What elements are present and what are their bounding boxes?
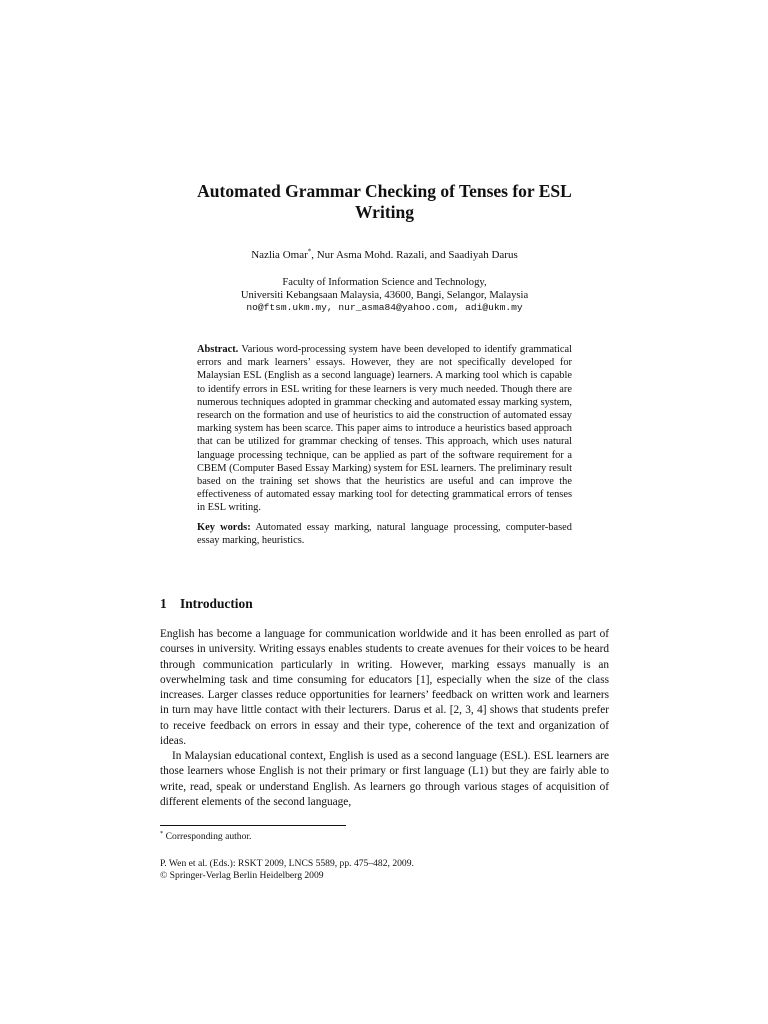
- abstract-paragraph: [197, 343, 572, 515]
- title-line-2: Writing: [355, 202, 414, 222]
- copyright-line: © Springer-Verlag Berlin Heidelberg 2009: [160, 869, 324, 881]
- section-heading: [160, 596, 609, 612]
- citation-line-1: P. Wen et al. (Eds.): RSKT 2009, LNCS 5589, pp. 475–482, 2009.: [160, 858, 414, 869]
- section-title: Introduction: [180, 596, 253, 611]
- author-list: [160, 249, 609, 262]
- title-line-1: Automated Grammar Checking of Tenses for ESL: [197, 181, 572, 201]
- body-text: [160, 627, 609, 810]
- author-name-1: Nazlia Omar: [251, 249, 308, 261]
- affiliation-block: [160, 277, 609, 315]
- publication-citation: [160, 858, 609, 881]
- abstract-text: Various word-processing system have been developed to identify grammatical errors and mark learners’ essays. However, they are not specifically developed for Malaysian ESL (English as a second language) learners. A marking tool which is capable to identify errors in ESL writing for these learners is very much needed. Though there are numerous techniques adopted in grammar checking and automated essay marking system, research on the formation and use of heuristics to aid the construction of automated essay marking system has been scarce. This paper aims to introduce a heuristics based approach that can be utilized for grammar checking of tenses. This approach, which uses natural language processing technique, can be applied as part of the software requirement for a CBEM (Computer Based Essay Marking) system for ESL learners. The preliminary result based on the training set shows that the heuristics are useful and can improve the effectiveness of automated essay marking tool for detecting grammatical errors of tenses in ESL writing.: [197, 344, 572, 514]
- footnote-mark: *: [160, 829, 164, 837]
- author-emails: no@ftsm.ukm.my, nur_asma84@yahoo.com, adi@ukm.my: [246, 302, 523, 314]
- corresponding-author-mark: *: [307, 247, 312, 256]
- paper-title: [160, 181, 609, 223]
- author-names-rest: , Nur Asma Mohd. Razali, and Saadiyah Darus: [311, 249, 518, 261]
- body-paragraph-1: English has become a language for communication worldwide and it has been enrolled as part of courses in university. Writing essays enables students to create avenues for their voices to be heard through communication particularly in writing. However, marking essays manually is an overwhelming task and time consuming for educators [1], especially when the size of the class increases. Larger classes reduce opportunities for learners’ feedback on written work and learners in turn may have little contact with their lecturers. Darus et al. [2, 3, 4] shows that students prefer to receive feedback on errors in essay and their type, coherence of the text and organization of ideas.: [160, 628, 609, 747]
- footnote-text: Corresponding author.: [163, 831, 252, 842]
- footnote-divider: [160, 825, 346, 826]
- affiliation-line-2: Universiti Kebangsaan Malaysia, 43600, Bangi, Selangor, Malaysia: [240, 289, 529, 301]
- body-paragraph-2: In Malaysian educational context, English is used as a second language (ESL). ESL learners are those learners whose English is not their primary or first language (L1) but they are fairly able to write, read, speak or understand English. As learners go through various stages of acquisition of different elements of the second language,: [160, 750, 609, 808]
- keywords-paragraph: [197, 521, 572, 547]
- keywords-label: Key words:: [197, 521, 251, 533]
- abstract-block: [197, 343, 572, 547]
- section-number: 1: [160, 596, 167, 611]
- footnote: [160, 831, 609, 843]
- abstract-label: Abstract.: [197, 344, 239, 355]
- affiliation-line-1: Faculty of Information Science and Technology,: [282, 277, 487, 288]
- keywords-text: Automated essay marking, natural language processing, computer-based essay marking, heuristics.: [197, 521, 572, 546]
